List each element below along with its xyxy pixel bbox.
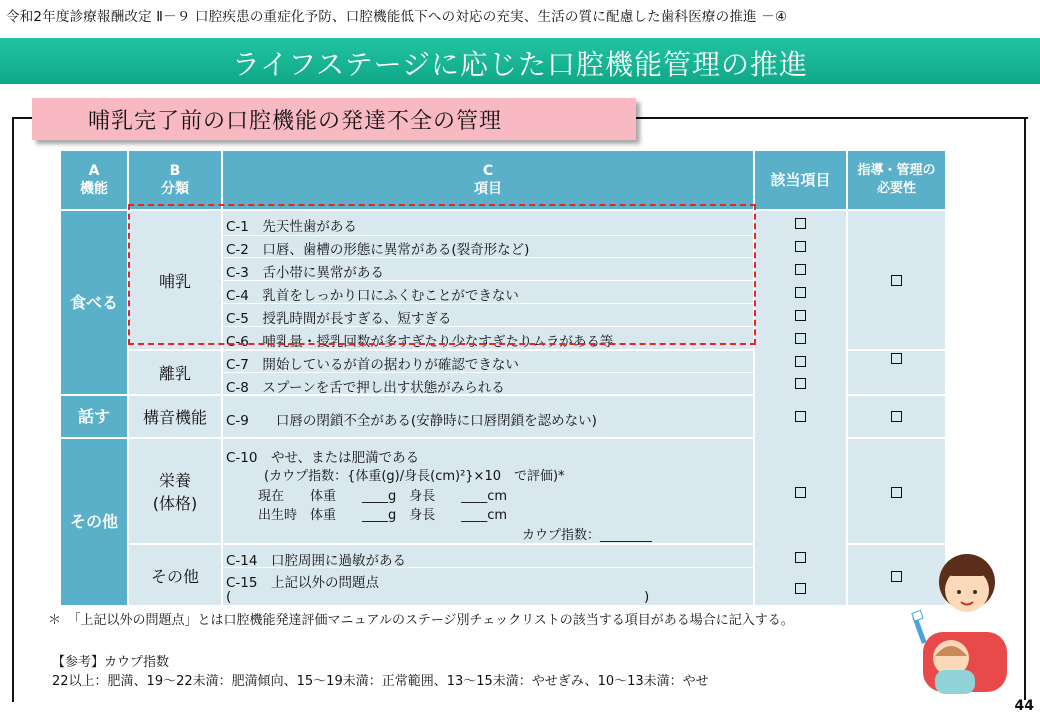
reference-title: 【参考】カウプ指数 [52,655,170,670]
item-c10-formula: (カウプ指数：{体重(g)/身長(cm)²}×10 で評価)* [264,469,565,484]
function-other: その他 [60,438,128,606]
item-c10-title: C-10 やせ、または肥満である [226,450,420,466]
header-b-label: 分類 [161,181,189,197]
item-c5: C-5 授乳時間が長すぎる、短すぎる [226,311,452,327]
header-a-label: 機能 [80,181,108,197]
baby-bib-shape [935,670,975,694]
item-c3: C-3 舌小帯に異常がある [226,265,384,281]
checkbox-c10[interactable] [795,487,806,498]
category-nursing: 哺乳 [128,210,222,350]
checkbox-c15[interactable] [795,583,806,594]
slide-header: 令和2年度診療報酬改定 Ⅱ－９ 口腔疾患の重症化予防、口腔機能低下への対応の充実、生活の質に配慮した歯科医療の推進 －④ [6,9,788,25]
item-c6: C-6 哺乳量・授乳回数が多すぎたり少なすぎたりムラがある等 [226,334,614,350]
checkbox-need-other[interactable] [891,571,902,582]
page-number: 44 [1014,698,1034,714]
checkbox-c2[interactable] [795,241,806,252]
checkbox-need-weaning[interactable] [891,353,902,364]
item-c4: C-4 乳首をしっかり口にふくむことができない [226,288,519,304]
checkbox-c6[interactable] [795,333,806,344]
checkbox-need-nursing[interactable] [891,275,902,286]
title-banner [0,38,1040,84]
checkbox-c1[interactable] [795,218,806,229]
header-need-line1: 指導・管理の [857,163,936,178]
checkbox-c9[interactable] [795,411,806,422]
header-a [60,150,128,210]
category-nutrition-line1: 栄養 [158,471,191,490]
header-applicable: 該当項目 [754,150,847,210]
checkbox-c14[interactable] [795,552,806,563]
header-b-letter: B [169,163,181,179]
item-c14: C-14 口腔周囲に過敏がある [226,553,406,569]
checkbox-c8[interactable] [795,378,806,389]
category-nutrition-line2: (体格) [152,494,198,513]
checkbox-need-nutrition[interactable] [891,487,902,498]
checkbox-c5[interactable] [795,310,806,321]
item-c15-open-paren: ( [226,589,232,605]
section-title-box [32,98,636,140]
header-c [222,150,754,210]
item-c1: C-1 先天性歯がある [226,219,357,235]
function-talk: 話す [60,395,128,438]
category-other: その他 [128,544,222,606]
category-articulation: 構音機能 [128,395,222,438]
category-nutrition [128,438,222,544]
checkbox-c3[interactable] [795,264,806,275]
header-c-label: 項目 [474,181,502,197]
checkbox-c4[interactable] [795,287,806,298]
item-c15-close-paren: ) [644,589,650,605]
item-c8: C-8 スプーンを舌で押し出す状態がみられる [226,380,505,396]
section-title: 哺乳完了前の口腔機能の発達不全の管理 [88,109,503,134]
highlight-box [128,204,756,345]
item-c10-kaup: カウプ指数：________ [522,528,653,543]
header-c-letter: C [482,163,494,179]
item-c7: C-7 開始しているが首の据わりが確認できない [226,357,519,373]
header-need-line2: 必要性 [876,181,916,196]
item-c2: C-2 口唇、歯槽の形態に異常がある(裂奇形など) [226,242,530,258]
header-need [847,150,946,210]
checkbox-need-articulation[interactable] [891,411,902,422]
banner-title: ライフステージに応じた口腔機能管理の推進 [231,48,809,81]
item-c9: C-9 口唇の閉鎖不全がある(安静時に口唇閉鎖を認めない) [226,413,597,429]
item-c10-birth: 出生時 体重 ____g 身長 ____cm [258,508,508,523]
content-frame-right [1024,117,1026,700]
reference-text: 22以上：肥満、19〜22未満：肥満傾向、15〜19未満：正常範囲、13〜15未満：やせぎみ、10〜13未満：やせ [52,674,709,689]
mother-baby-illustration [905,546,1017,696]
footnote: ＊ 「上記以外の問題点」とは口腔機能発達評価マニュアルのステージ別チェックリストの該当する項目がある場合に記入する。 [48,613,794,628]
function-eat: 食べる [60,210,128,395]
header-a-letter: A [88,163,100,179]
header-b [128,150,222,210]
item-c15: C-15 上記以外の問題点 [226,575,379,591]
item-c10-now: 現在 体重 ____g 身長 ____cm [258,489,508,504]
checkbox-c7[interactable] [795,356,806,367]
category-weaning: 離乳 [128,350,222,395]
